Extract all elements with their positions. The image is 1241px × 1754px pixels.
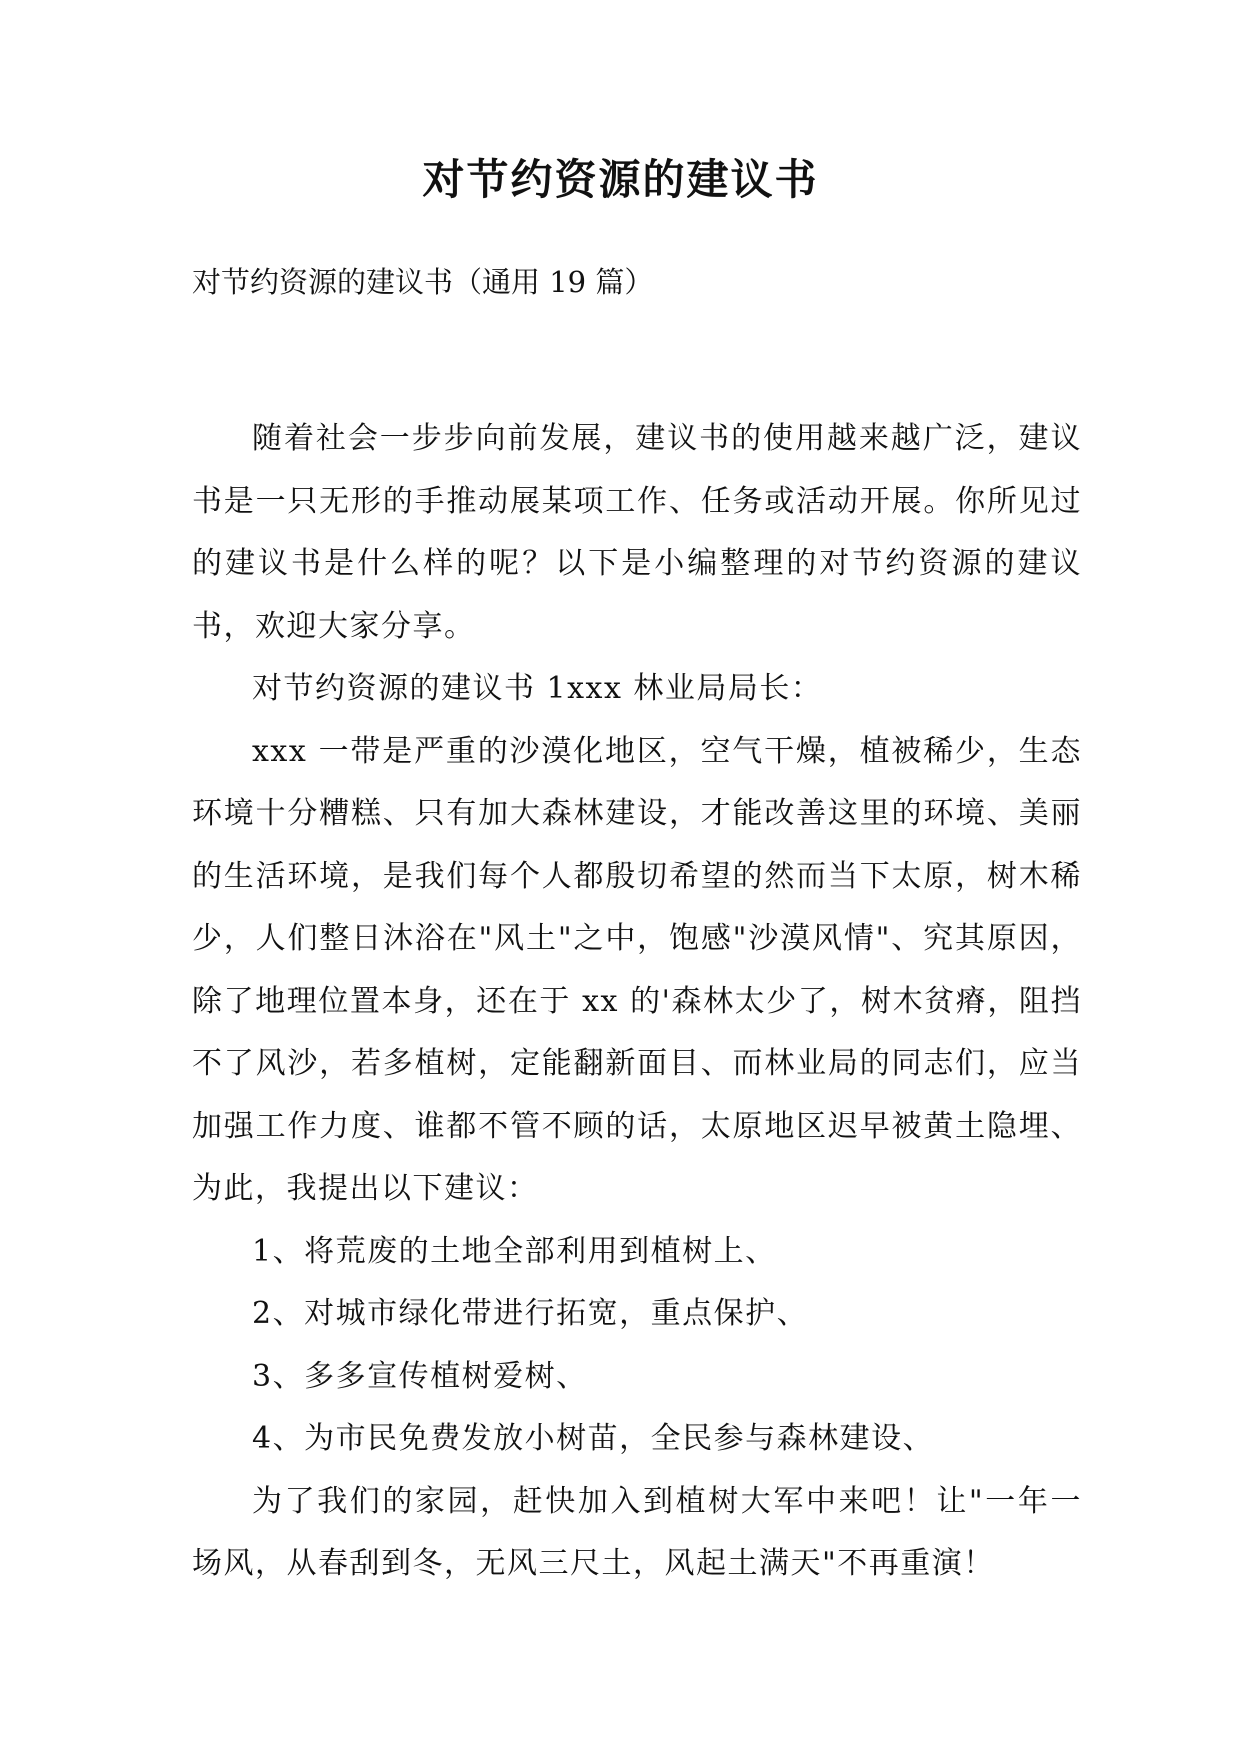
paragraph-closing: 为了我们的家园，赶快加入到植树大军中来吧！让"一年一场风，从春刮到冬，无风三尺土，风起土满天"不再重演！ [192,1483,1082,1581]
paragraph-main: xxx 一带是严重的沙漠化地区，空气干燥，植被稀少，生态环境十分糟糕、只有加大森林建设，才能改善这里的环境、美丽的生活环境，是我们每个人都殷切希望的然而当下太原，树木稀少，人们整日沐浴在"风土"之中，饱感"沙漠风情"、究其原因，除了地理位置本身，还在于 xx 的'森林太少了，树木贫瘠，阻挡不了风沙，若多植树，定能翻新面目、而林业局的同志们，应当加强工作力度、谁都不管不顾的话，太原地区迟早被黄土隐埋、为此，我提出以下建议： [192,733,1082,1206]
document-body [192,408,1082,1596]
suggestion-item-3: 3、多多宣传植树爱树、 [252,1358,588,1394]
paragraph-intro: 随着社会一步步向前发展，建议书的使用越来越广泛，建议书是一只无形的手推动展某项工作、任务或活动开展。你所见过的建议书是什么样的呢？以下是小编整理的对节约资源的建议书，欢迎大家分享。 [192,421,1082,644]
suggestion-item-4: 4、为市民免费发放小树苗，全民参与森林建设、 [252,1421,935,1456]
document-title: 对节约资源的建议书 [422,155,819,204]
suggestion-item-1: 1、将荒废的土地全部利用到植树上、 [252,1233,777,1269]
paragraph-salutation: 对节约资源的建议书 1xxx 林业局局长： [252,671,823,706]
document-subtitle: 对节约资源的建议书（通用 19 篇） [192,265,654,299]
suggestion-item-2: 2、对城市绿化带进行拓宽，重点保护、 [252,1296,809,1331]
